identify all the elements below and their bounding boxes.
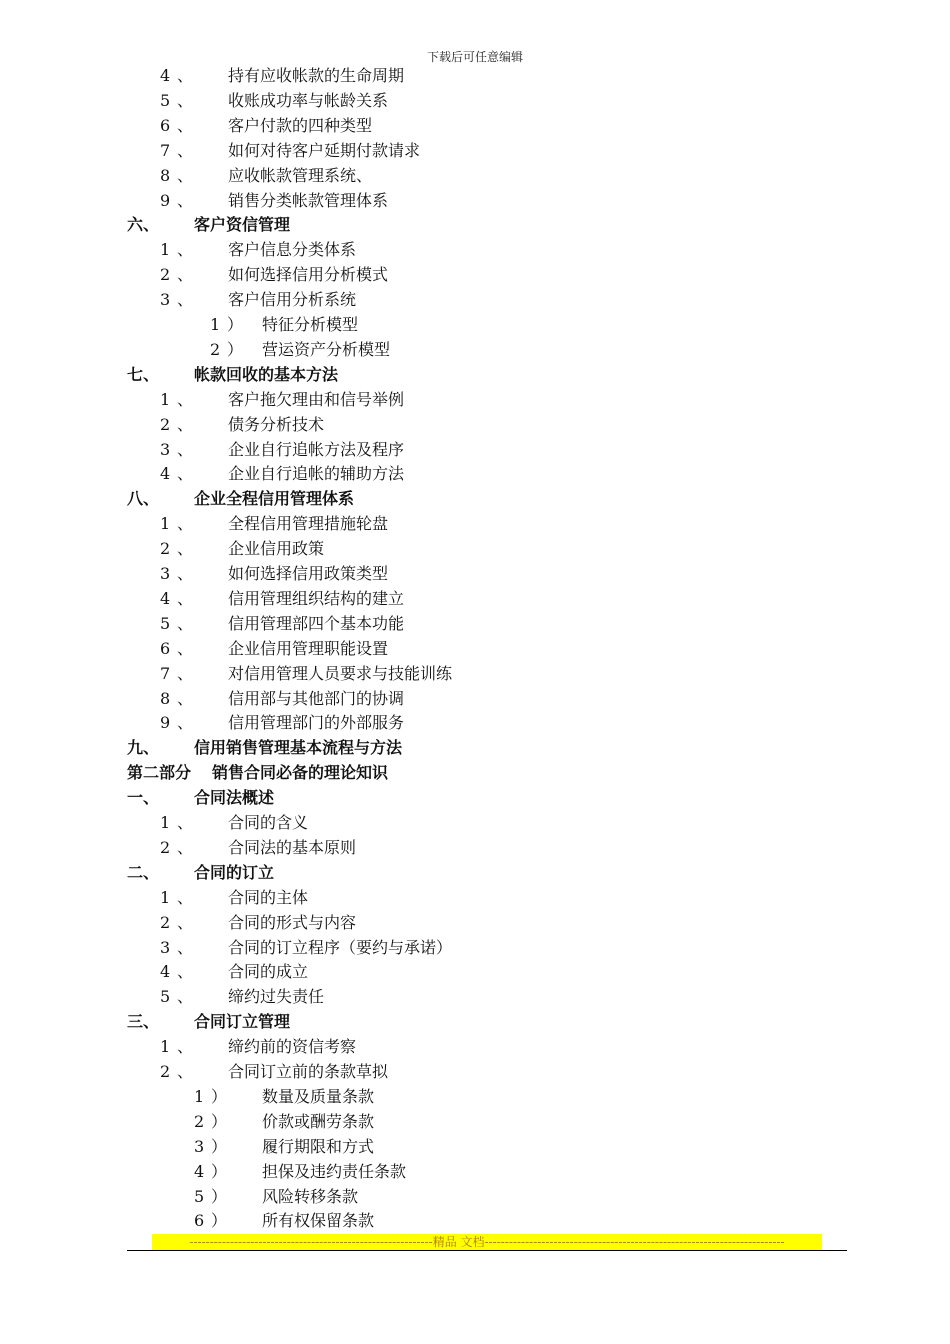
outline-number: 6 [160,115,171,135]
outline-separator: ） [227,339,244,359]
outline-text: 合同的含义 [228,813,309,832]
outline-separator: 、 [177,439,194,459]
outline-separator: 、 [177,1062,194,1081]
outline-separator: 、 [177,813,194,832]
outline-number: 2 [210,339,221,359]
outline-text: 特征分析模型 [262,315,359,334]
outline-number: 8 [160,688,171,708]
outline-number: 4 [160,962,171,982]
outline-text: 对信用管理人员要求与技能训练 [228,663,453,683]
outline-text: 信用管理组织结构的建立 [228,588,405,608]
outline-separator: ） [211,1211,228,1231]
outline-separator: 、 [177,962,194,982]
outline-separator: 、 [177,837,194,857]
outline-number: 2 [160,837,171,857]
outline-separator: 、 [177,240,194,260]
outline-separator: ） [211,1136,228,1156]
outline-text: 合同的订立 [194,862,275,882]
outline-text: 合同订立管理 [194,1012,291,1032]
outline-text: 营运资产分析模型 [262,339,391,359]
outline-text: 价款或酬劳条款 [262,1111,375,1131]
outline-separator: 、 [177,66,194,85]
outline-number: 2 [194,1111,205,1131]
header-note: 下载后可任意编辑 [426,50,523,64]
outline-text: 应收帐款管理系统、 [228,165,373,185]
outline-number: 4 [160,66,171,85]
outline-number: 3 [160,937,171,957]
outline-number: 4 [160,588,171,608]
outline-text: 客户付款的四种类型 [228,115,373,135]
outline-number: 2 [160,414,171,434]
outline-number: 3 [160,564,171,583]
outline-text: 企业自行追帐的辅助方法 [228,464,405,484]
outline-number: 4 [160,464,171,484]
outline-text: 信用管理部四个基本功能 [228,613,405,633]
outline-separator: 、 [177,389,194,409]
outline-separator: ） [211,1086,228,1106]
outline-separator: 、 [177,290,194,310]
outline-number: 二、 [127,862,160,882]
outline-text: 合同的订立程序（要约与承诺） [228,937,453,957]
outline-text: 全程信用管理措施轮盘 [228,514,389,534]
footer-dashes-left: ------------------------------------------------------------ [189,1235,433,1249]
outline-text: 客户信用分析系统 [228,290,357,310]
outline-number: 八、 [127,489,160,509]
outline-text: 企业信用管理职能设置 [228,638,389,658]
footer-rule [127,1250,847,1251]
outline-text: 担保及违约责任条款 [262,1161,407,1181]
outline-text: 债务分析技术 [228,414,325,434]
outline-number: 5 [160,987,171,1007]
outline-text: 如何选择信用分析模式 [228,265,389,285]
outline-number: 3 [160,290,171,310]
outline-number: 9 [160,713,171,733]
outline-text: 风险转移条款 [262,1186,359,1206]
outline-separator: ） [211,1111,228,1131]
outline-text: 如何对待客户延期付款请求 [228,140,421,160]
outline-separator: 、 [177,912,194,932]
outline-separator: 、 [177,165,194,185]
outline-separator: 、 [177,588,194,608]
outline-separator: 、 [177,514,194,534]
outline-separator: 、 [177,464,194,484]
outline-number: 5 [160,90,171,110]
outline-number: 2 [160,912,171,932]
outline-text: 客户资信管理 [194,215,291,235]
outline-separator: 、 [177,613,194,633]
outline-text: 持有应收帐款的生命周期 [228,66,405,85]
outline-text: 客户信息分类体系 [228,240,357,260]
outline-number: 1 [194,1086,205,1106]
outline-text: 合同的成立 [228,962,309,982]
outline-number: 6 [160,638,171,658]
outline-separator: ） [211,1186,228,1206]
outline-number: 一、 [127,788,160,808]
outline-text: 销售分类帐款管理体系 [228,190,389,210]
outline-number: 1 [210,315,221,334]
outline-text: 销售合同必备的理论知识 [212,763,389,783]
outline-separator: 、 [177,140,194,160]
outline-number: 3 [194,1136,205,1156]
outline-number: 2 [160,539,171,559]
outline-number: 7 [160,663,171,683]
outline-separator: 、 [177,688,194,708]
outline-number: 1 [160,813,171,832]
outline-number: 2 [160,265,171,285]
outline-number: 5 [160,613,171,633]
outline-text: 信用部与其他部门的协调 [228,688,405,708]
outline-number: 1 [160,887,171,907]
outline-separator: 、 [177,937,194,957]
outline-separator: 、 [177,414,194,434]
outline-text: 客户拖欠理由和信号举例 [228,389,405,409]
outline-separator: 、 [177,115,194,135]
outline-text: 合同订立前的条款草拟 [228,1062,389,1081]
outline-number: 1 [160,1037,171,1057]
outline-number: 7 [160,140,171,160]
outline-text: 合同的形式与内容 [228,912,357,932]
outline-text: 信用销售管理基本流程与方法 [194,738,403,758]
footer-label: 精品 文档 [432,1235,485,1249]
outline-text: 如何选择信用政策类型 [228,564,389,583]
outline-separator: 、 [177,887,194,907]
footer-band [152,1234,822,1250]
outline-text: 信用管理部门的外部服务 [228,713,405,733]
outline-text: 企业信用政策 [228,539,325,559]
outline-separator: 、 [177,190,194,210]
outline-text: 所有权保留条款 [262,1211,375,1231]
outline-separator: 、 [177,265,194,285]
outline-text: 帐款回收的基本方法 [194,364,339,384]
footer-dashes-right: -------------------------------------------------------------------------- [484,1235,785,1249]
outline-number: 9 [160,190,171,210]
outline-separator: 、 [177,713,194,733]
outline-separator: 、 [177,638,194,658]
outline-number: 6 [194,1211,205,1231]
outline-text: 收账成功率与帐龄关系 [228,90,389,110]
outline-text: 合同法概述 [194,788,275,808]
outline-number: 1 [160,240,171,260]
outline-number: 8 [160,165,171,185]
outline-separator: 、 [177,539,194,559]
outline-text: 数量及质量条款 [262,1086,375,1106]
outline-separator: ） [227,315,244,334]
outline-number: 九、 [127,738,160,758]
outline-number: 六、 [127,215,160,235]
outline-number: 三、 [127,1012,160,1032]
outline-text: 履行期限和方式 [262,1136,375,1156]
outline-text: 合同的主体 [228,887,309,907]
outline-separator: 、 [177,987,194,1007]
outline-number: 3 [160,439,171,459]
outline-number: 4 [194,1161,205,1181]
outline-number: 5 [194,1186,205,1206]
outline-number: 1 [160,389,171,409]
outline-text: 企业自行追帐方法及程序 [228,439,405,459]
outline-number: 第二部分 [127,763,192,783]
outline-text: 企业全程信用管理体系 [194,489,355,509]
outline-number: 七、 [127,364,160,384]
outline-text: 缔约过失责任 [228,987,325,1007]
outline-text: 合同法的基本原则 [228,837,357,857]
outline-separator: 、 [177,564,194,583]
outline-separator: 、 [177,663,194,683]
outline-separator: 、 [177,1037,194,1057]
outline-separator: 、 [177,90,194,110]
outline-text: 缔约前的资信考察 [228,1037,357,1057]
outline-number: 2 [160,1062,171,1081]
outline-separator: ） [211,1161,228,1181]
outline-number: 1 [160,514,171,534]
